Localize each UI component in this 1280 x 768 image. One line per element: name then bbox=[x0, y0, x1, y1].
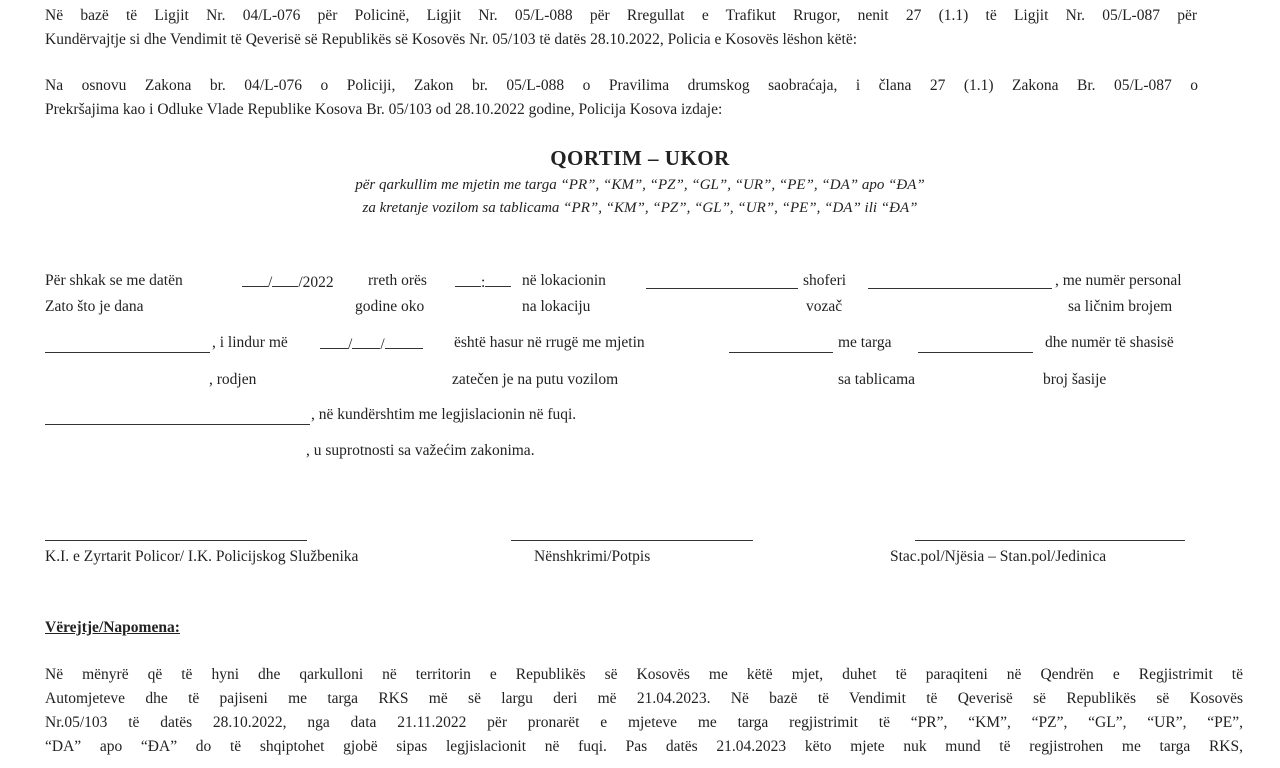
birth-year-blank[interactable] bbox=[385, 334, 423, 349]
date-day-blank[interactable] bbox=[242, 272, 268, 287]
form-row2-sr-c: sa tablicama bbox=[838, 371, 916, 388]
date-month-blank[interactable] bbox=[272, 272, 298, 287]
form-row1-sr-c: na lokaciju bbox=[522, 298, 591, 315]
station-label: Stac.pol/Njësia – Stan.pol/Jedinica bbox=[890, 548, 1107, 565]
birth-day-blank[interactable] bbox=[320, 334, 348, 349]
form-row1-sr-e: sa ličnim brojem bbox=[1068, 298, 1173, 315]
vehicle-blank[interactable] bbox=[729, 352, 833, 353]
form-row2-sq-a: , i lindur më bbox=[212, 334, 288, 351]
form-row1-sr-d: vozač bbox=[806, 298, 843, 315]
date-year-text: /2022 bbox=[298, 274, 334, 291]
note-line1: Në mënyrë që të hyni dhe qarkulloni në territorin e Republikës së Kosovës me këtë mjet, duhet të paraqiteni në Qendrën e Regjistrimit të bbox=[45, 666, 1243, 683]
subtitle-sr: za kretanje vozilom sa tablicama “PR”, “KM”, “PZ”, “GL”, “UR”, “PE”, “DA” ili “ĐA” bbox=[362, 200, 918, 216]
intro-sr-line1: Na osnovu Zakona br. 04/L-076 o Policiji, Zakon br. 05/L-088 o Pravilima drumskog saobraćaja, i člana 27 (1.1) Zakona Br. 05/L-087 o bbox=[45, 77, 1198, 94]
officer-id-line[interactable] bbox=[45, 540, 307, 541]
form-row1-sq-b: rreth orës bbox=[368, 272, 427, 289]
note-heading: Vërejtje/Napomena: bbox=[45, 619, 180, 636]
driver-blank[interactable] bbox=[868, 288, 1052, 289]
date-field[interactable]: / /2022 bbox=[242, 272, 334, 292]
document-title: QORTIM – UKOR bbox=[550, 146, 730, 170]
signature-label: Nënshkrimi/Potpis bbox=[534, 548, 651, 565]
form-row2-sr-b: zatečen je na putu vozilom bbox=[452, 371, 619, 388]
form-row1-sq-c: në lokacionin bbox=[522, 272, 606, 289]
form-row3-sq: , në kundërshtim me legjislacionin në fuqi. bbox=[311, 406, 577, 423]
note-line4: “DA” apo “ĐA” do të shqiptohet gjobë sipas legjislacionit në fuqi. Pas datës 21.04.2023 këto mjete nuk mund të regjistrohen me targa RKS, bbox=[45, 738, 1243, 755]
intro-sq-line2: Kundërvajtje si dhe Vendimit të Qeverisë së Republikës së Kosovës Nr. 05/103 të datës 28.10.2022, Policia e Kosovës lëshon këtë: bbox=[45, 31, 858, 48]
form-row2-sq-d: dhe numër të shasisë bbox=[1045, 334, 1174, 351]
plate-blank[interactable] bbox=[918, 352, 1033, 353]
form-row3-sr: , u suprotnosti sa važećim zakonima. bbox=[306, 442, 535, 459]
location-blank[interactable] bbox=[646, 288, 798, 289]
intro-sq-line1: Në bazë të Ligjit Nr. 04/L-076 për Policinë, Ligjit Nr. 05/L-088 për Rregullat e Trafikut Rrugor, nenit 27 (1.1) të Ligjit Nr. 05/L-087 për bbox=[45, 7, 1197, 24]
form-row2-sr-a: , rodjen bbox=[209, 371, 257, 388]
time-field[interactable]: : bbox=[455, 272, 511, 292]
form-row1-sr-a: Zato što je dana bbox=[45, 298, 144, 315]
subtitle-sq: për qarkullim me mjetin me targa “PR”, “KM”, “PZ”, “GL”, “UR”, “PE”, “DA” apo “ĐA” bbox=[355, 177, 925, 193]
chassis-number-blank[interactable] bbox=[45, 424, 310, 425]
note-line2: Automjeteve dhe të pajiseni me targa RKS më së largu deri më 21.04.2023. Në bazë të Vendimit të Qeverisë së Republikës së Kosovës bbox=[45, 690, 1243, 707]
form-row1-sq-e: , me numër personal bbox=[1055, 272, 1182, 289]
form-row1-sq-a: Për shkak se me datën bbox=[45, 272, 183, 289]
form-row2-sq-c: me targa bbox=[838, 334, 892, 351]
officer-id-label: K.I. e Zyrtarit Policor/ I.K. Policijskog Službenika bbox=[45, 548, 359, 565]
signature-line[interactable] bbox=[511, 540, 753, 541]
birth-date-field[interactable]: / / bbox=[320, 334, 423, 354]
intro-sr-line2: Prekršajima kao i Odluke Vlade Republike Kosova Br. 05/103 od 28.10.2022 godine, Policija Kosova izdaje: bbox=[45, 101, 723, 118]
time-minute-blank[interactable] bbox=[485, 272, 511, 287]
form-row2-sq-b: është hasur në rrugë me mjetin bbox=[454, 334, 645, 351]
form-row2-sr-d: broj šasije bbox=[1043, 371, 1107, 388]
note-line3: Nr.05/103 të datës 28.10.2022, nga data 21.11.2022 për pronarët e mjeteve me targa regjistrimit të “PR”, “KM”, “PZ”, “GL”, “UR”, “PE”, bbox=[45, 714, 1243, 731]
form-row1-sq-d: shoferi bbox=[803, 272, 847, 289]
birth-month-blank[interactable] bbox=[352, 334, 380, 349]
time-hour-blank[interactable] bbox=[455, 272, 481, 287]
station-line[interactable] bbox=[915, 540, 1185, 541]
form-row1-sr-b: godine oko bbox=[355, 298, 425, 315]
personal-number-blank[interactable] bbox=[45, 352, 210, 353]
